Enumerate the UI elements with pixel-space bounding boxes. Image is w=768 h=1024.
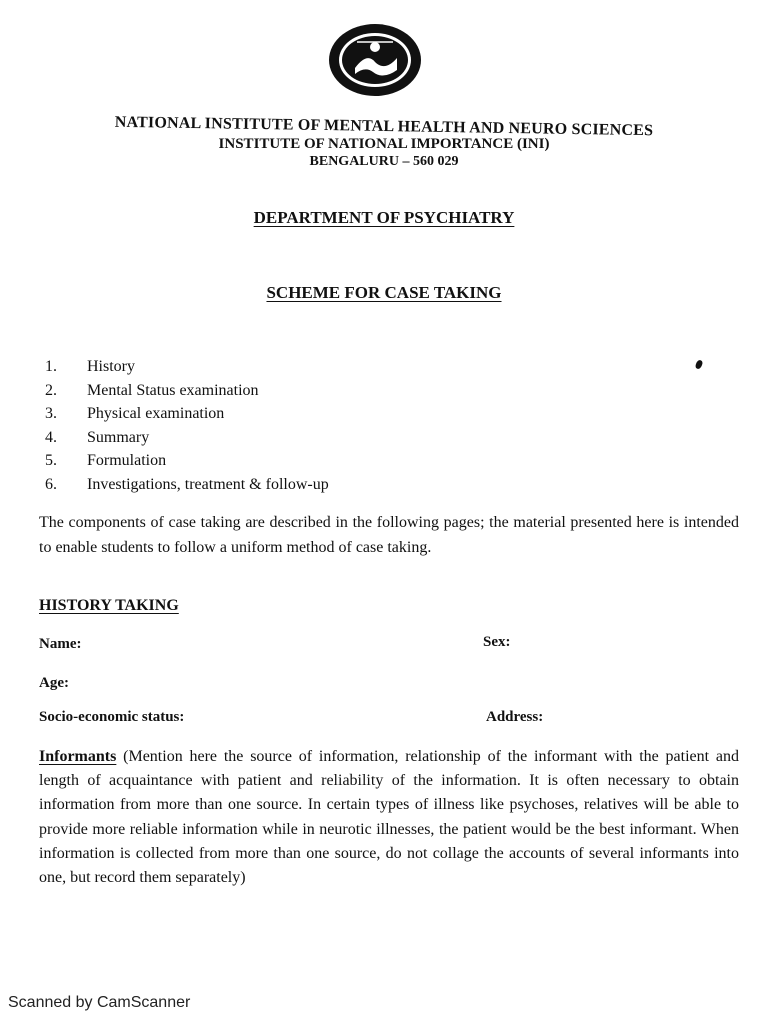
outline-list [45,358,329,499]
scheme-title: SCHEME FOR CASE TAKING [266,283,502,302]
sex-label: Sex: [483,634,511,650]
department-title: DEPARTMENT OF PSYCHIATRY [253,208,515,227]
list-item: 2. Mental Status examination [45,381,259,399]
ink-mark [695,359,704,370]
informants-heading: Informants [39,748,117,765]
socio-economic-status-label: Socio-economic status: [39,709,185,725]
informants-text: (Mention here the source of information, relationship of the informant with the patient and length of acquaintance with patient and reliability of the information. It is often necessary to obtain information from more than one source. In certain types of illness like psychoses, relatives will be able to provide more reliable information while in neurotic illnesses, the patient would be the best informant. When information is collected from more than one source, do not collage the accounts of several informants into one, but record them separately) [39,748,739,887]
institute-status: INSTITUTE OF NATIONAL IMPORTANCE (INI) [218,136,550,152]
list-item: 5. Formulation [45,452,167,469]
address-label: Address: [486,709,544,725]
institute-location: BENGALURU – 560 029 [309,154,459,169]
history-taking-heading: HISTORY TAKING [39,597,179,614]
list-item: 6. Investigations, treatment & follow-up [45,475,329,493]
scanner-watermark: Scanned by CamScanner [8,994,191,1011]
name-label: Name: [39,636,82,652]
institute-logo-icon [327,22,423,98]
list-item: 3. Physical examination [45,405,225,422]
age-label: Age: [39,675,69,691]
list-item: 4. Summary [45,428,150,446]
list-item: 1. History [45,358,135,375]
informants-paragraph [39,745,739,890]
intro-paragraph: The components of case taking are described in the following pages; the material presented here is intended to enable students to follow a uniform method of case taking. [39,514,739,556]
institute-name: NATIONAL INSTITUTE OF MENTAL HEALTH AND NEURO SCIENCES [114,113,654,140]
